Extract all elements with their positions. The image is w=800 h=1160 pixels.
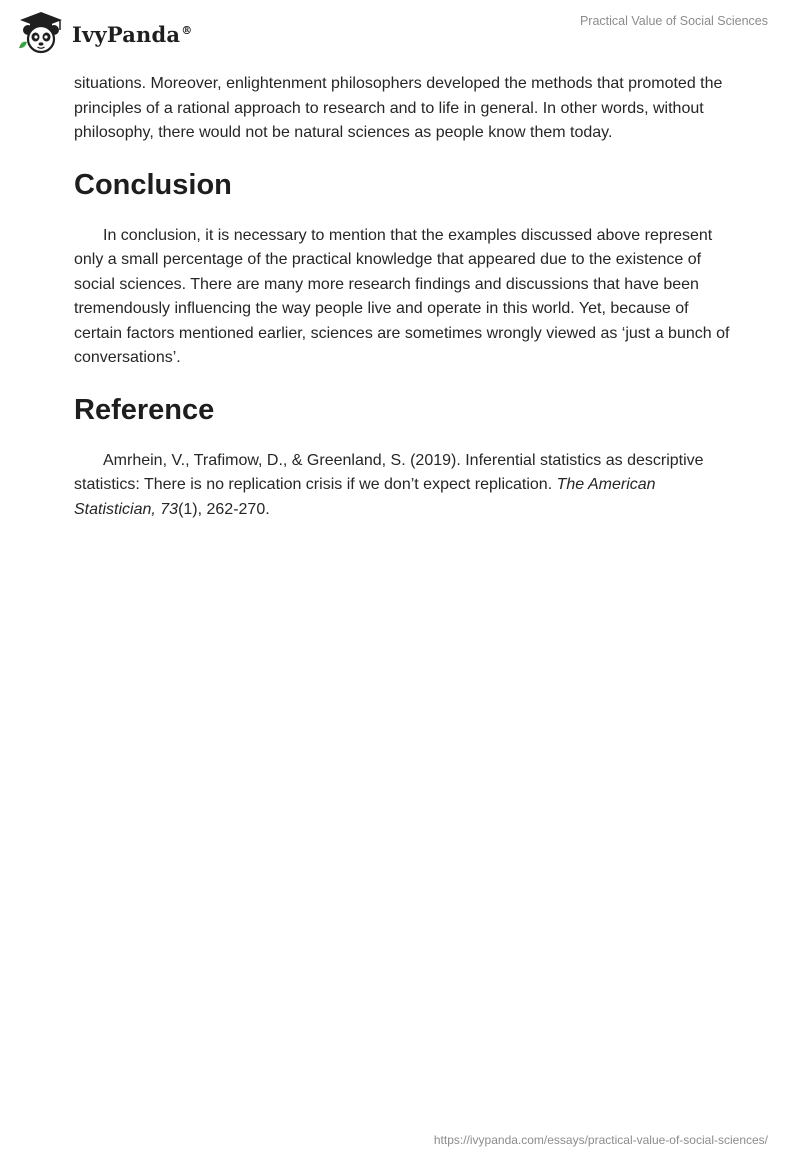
conclusion-paragraph: In conclusion, it is necessary to mention that the examples discussed above represent only a small percentage of the practical knowledge that appeared due to the existence of social sciences. There are many more research findings and discussions that have been tremendously influencing the way people live and operate in this world. Yet, because of certain factors mentioned earlier, sciences are sometimes wrongly viewed as ‘just a bunch of conversations’. [74,226,730,366]
panda-graduate-icon [16,10,66,56]
reference-entry [74,449,734,523]
brand-name: IvyPanda® [72,21,193,47]
intro-paragraph: situations. Moreover, enlightenment philosophers developed the methods that promoted the principles of a rational approach to research and to life in general. In other words, without philosophy, there would not be natural sciences as people know them today. [74,75,723,141]
reference-issue-pages: (1), 262-270. [178,500,270,518]
reference-authors-title: Amrhein, V., Trafimow, D., & Greenland, S. (2019). Inferential statistics as descriptive statistics: There is no replication crisis if we don’t expect replication. [74,451,704,493]
source-url-link[interactable]: https://ivypanda.com/essays/practical-value-of-social-sciences/ [433,1133,768,1147]
essay-content [74,72,734,522]
reference-journal: The American Statistician, 73 [74,476,656,518]
conclusion-heading: Conclusion [74,168,232,201]
registered-mark: ® [181,23,193,37]
page-header [0,0,800,70]
running-title: Practical Value of Social Sciences [579,14,768,28]
ivypanda-logo[interactable] [16,8,192,58]
reference-heading: Reference [74,393,215,426]
